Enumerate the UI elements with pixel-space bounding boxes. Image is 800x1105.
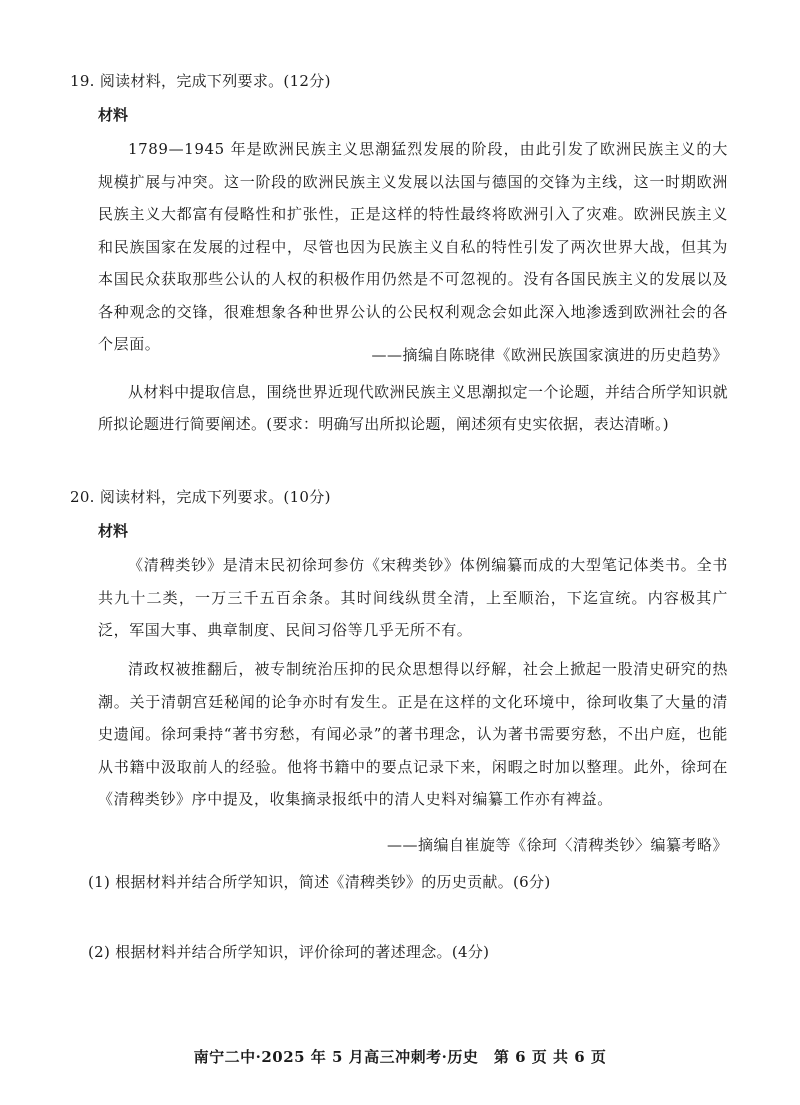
question-20-sub-1: (1) 根据材料并结合所学知识，简述《清稗类钞》的历史贡献。(6分) [88,873,551,891]
question-20-material-label: 材料 [98,522,129,540]
question-20-source: ——摘编自崔旋等《徐珂〈清稗类钞〉编纂考略》 [386,836,728,854]
question-20-material-paragraph-1: 《清稗类钞》是清末民初徐珂参仿《宋稗类钞》体例编纂而成的大型笔记体类书。全书共九十二类，一万三千五百余条。其时间线纵贯全清，上至顺治，下迄宣统。内容极其广泛，军国大事、典章制度、民间习俗等几乎无所不有。 [98,556,728,639]
page-footer: 南宁二中·2025 年 5 月高三冲刺考·历史 第 6 页 共 6 页 [193,1048,607,1066]
question-19-material-label: 材料 [98,106,129,124]
question-19-material-paragraph: 1789—1945 年是欧洲民族主义思潮猛烈发展的阶段，由此引发了欧洲民族主义的大规模扩展与冲突。这一阶段的欧洲民族主义发展以法国与德国的交锋为主线，这一时期欧洲民族主义大都富有侵略性和扩张性，正是这样的特性最终将欧洲引入了灾难。欧洲民族主义和民族国家在发展的过程中，尽管也因为民族主义自私的特性引发了两次世界大战，但其为本国民众获取那些公认的人权的积极作用仍然是不可忽视的。没有各国民族主义的发展以及各种观念的交锋，很难想象各种世界公认的公民权利观念会如此深入地渗透到欧洲社会的各个层面。 [98,140,728,353]
question-20-sub-2: (2) 根据材料并结合所学知识，评价徐珂的著述理念。(4分) [88,943,490,961]
question-20-heading: 20. 阅读材料，完成下列要求。(10分) [70,488,331,506]
question-19-heading: 19. 阅读材料，完成下列要求。(12分) [70,72,331,90]
question-20-material-paragraph-2: 清政权被推翻后，被专制统治压抑的民众思想得以纾解，社会上掀起一股清史研究的热潮。关于清朝宫廷秘闻的论争亦时有发生。正是在这样的文化环境中，徐珂收集了大量的清史遗闻。徐珂秉持“著书穷愁，有闻必录”的著书理念，认为著书需要穷愁，不出户庭，也能从书籍中汲取前人的经验。他将书籍中的要点记录下来，闲暇之时加以整理。此外，徐珂在《清稗类钞》序中提及，收集摘录报纸中的清人史料对编纂工作亦有裨益。 [98,660,728,808]
question-19-task: 从材料中提取信息，围绕世界近现代欧洲民族主义思潮拟定一个论题，并结合所学知识就所拟论题进行简要阐述。(要求：明确写出所拟论题，阐述须有史实依据，表达清晰。) [98,383,728,433]
question-19-source: ——摘编自陈晓律《欧洲民族国家演进的历史趋势》 [371,346,728,364]
